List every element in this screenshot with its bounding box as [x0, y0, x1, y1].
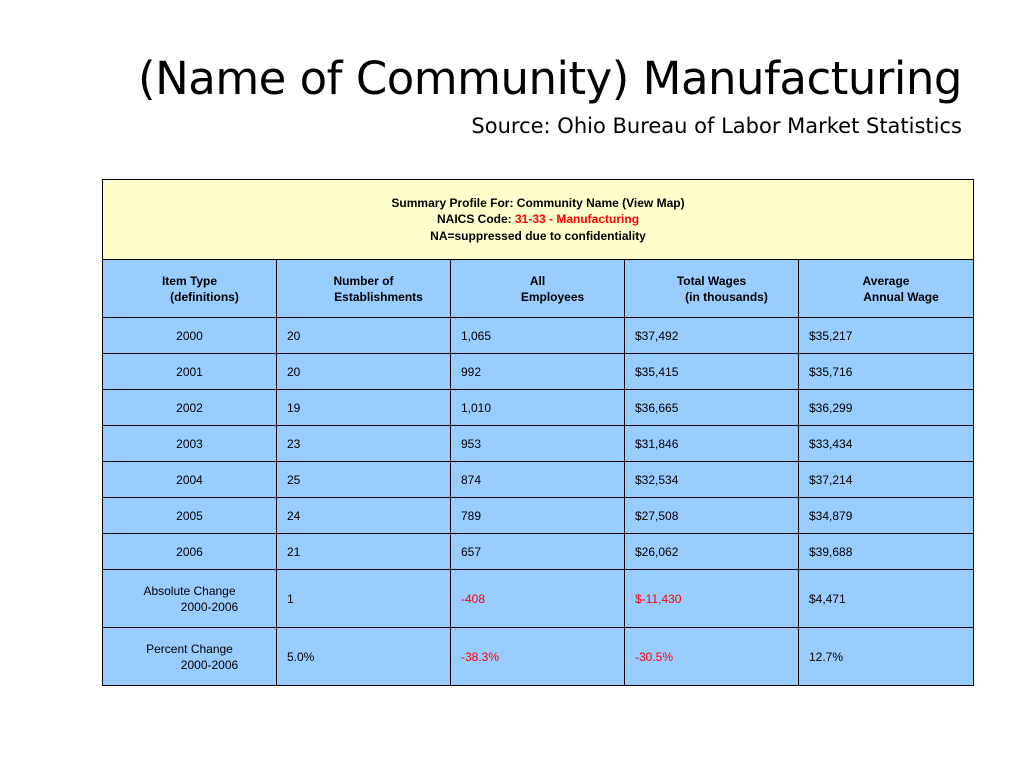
- col-establishments: [277, 260, 451, 318]
- employees-cell: 657: [451, 534, 625, 570]
- table-row: [103, 318, 974, 354]
- employees-cell: 992: [451, 354, 625, 390]
- column-header-row: [103, 260, 974, 318]
- establishments-cell: 23: [277, 426, 451, 462]
- avg-wage-cell: $39,688: [799, 534, 974, 570]
- percent-change-label-line2: 2000-2006: [180, 657, 239, 672]
- wages-cell: $27,508: [625, 498, 799, 534]
- avg-wage-cell: $35,716: [799, 354, 974, 390]
- confidentiality-note: NA=suppressed due to confidentiality: [430, 228, 646, 243]
- employees-cell: -38.3%: [451, 628, 625, 686]
- employees-cell: 789: [451, 498, 625, 534]
- establishments-cell: 1: [277, 570, 451, 628]
- percent-change-row: [103, 628, 974, 686]
- col-employees: [451, 260, 625, 318]
- employees-cell: 1,065: [451, 318, 625, 354]
- col-employees-line2: Employees: [520, 289, 585, 304]
- year-cell: 2000: [103, 318, 277, 354]
- col-average-wage: [799, 260, 974, 318]
- absolute-change-label-line2: 2000-2006: [180, 599, 239, 614]
- col-total-wages-line2: (in thousands): [685, 289, 768, 304]
- year-cell: 2006: [103, 534, 277, 570]
- year-cell: 2004: [103, 462, 277, 498]
- wages-cell: $36,665: [625, 390, 799, 426]
- col-average-wage-line1: Average: [862, 273, 910, 288]
- col-establishments-line1: Number of: [333, 273, 394, 288]
- col-establishments-line2: Establishments: [334, 289, 423, 304]
- naics-code-line: [103, 211, 973, 228]
- establishments-cell: 21: [277, 534, 451, 570]
- table-row: [103, 390, 974, 426]
- establishments-cell: 20: [277, 354, 451, 390]
- summary-profile-table: [102, 179, 974, 686]
- establishments-cell: 5.0%: [277, 628, 451, 686]
- avg-wage-cell: $37,214: [799, 462, 974, 498]
- summary-profile-line: Summary Profile For: Community Name (View Map): [391, 195, 685, 210]
- summary-header-row: [103, 180, 974, 260]
- summary-header: [103, 180, 974, 260]
- year-cell: 2005: [103, 498, 277, 534]
- wages-cell: $32,534: [625, 462, 799, 498]
- col-item-type-line1: Item Type: [161, 273, 218, 288]
- absolute-change-row: [103, 570, 974, 628]
- col-employees-line1: All: [529, 273, 546, 288]
- page-subtitle: Source: Ohio Bureau of Labor Market Statistics: [471, 114, 962, 138]
- year-cell: 2002: [103, 390, 277, 426]
- avg-wage-cell: $33,434: [799, 426, 974, 462]
- col-total-wages-line1: Total Wages: [676, 273, 747, 288]
- wages-cell: $-11,430: [625, 570, 799, 628]
- wages-cell: $37,492: [625, 318, 799, 354]
- table-row: [103, 354, 974, 390]
- wages-cell: $31,846: [625, 426, 799, 462]
- col-average-wage-line2: Annual Wage: [863, 289, 939, 304]
- table-row: [103, 426, 974, 462]
- avg-wage-cell: 12.7%: [799, 628, 974, 686]
- absolute-change-label-line1: Absolute Change: [143, 583, 236, 598]
- col-item-type-line2: (definitions): [170, 289, 239, 304]
- employees-cell: 953: [451, 426, 625, 462]
- naics-label: NAICS Code:: [437, 212, 515, 227]
- avg-wage-cell: $36,299: [799, 390, 974, 426]
- establishments-cell: 19: [277, 390, 451, 426]
- col-total-wages: [625, 260, 799, 318]
- table-row: [103, 534, 974, 570]
- page-title: (Name of Community) Manufacturing: [138, 52, 962, 105]
- wages-cell: -30.5%: [625, 628, 799, 686]
- year-cell: 2001: [103, 354, 277, 390]
- establishments-cell: 24: [277, 498, 451, 534]
- percent-change-label: [103, 628, 277, 686]
- wages-cell: $26,062: [625, 534, 799, 570]
- wages-cell: $35,415: [625, 354, 799, 390]
- percent-change-label-line1: Percent Change: [146, 641, 233, 656]
- col-item-type: [103, 260, 277, 318]
- year-cell: 2003: [103, 426, 277, 462]
- absolute-change-label: [103, 570, 277, 628]
- table-row: [103, 498, 974, 534]
- establishments-cell: 20: [277, 318, 451, 354]
- establishments-cell: 25: [277, 462, 451, 498]
- employees-cell: -408: [451, 570, 625, 628]
- employees-cell: 874: [451, 462, 625, 498]
- avg-wage-cell: $35,217: [799, 318, 974, 354]
- naics-value: 31-33 - Manufacturing: [515, 212, 640, 227]
- table-row: [103, 462, 974, 498]
- avg-wage-cell: $34,879: [799, 498, 974, 534]
- avg-wage-cell: $4,471: [799, 570, 974, 628]
- employees-cell: 1,010: [451, 390, 625, 426]
